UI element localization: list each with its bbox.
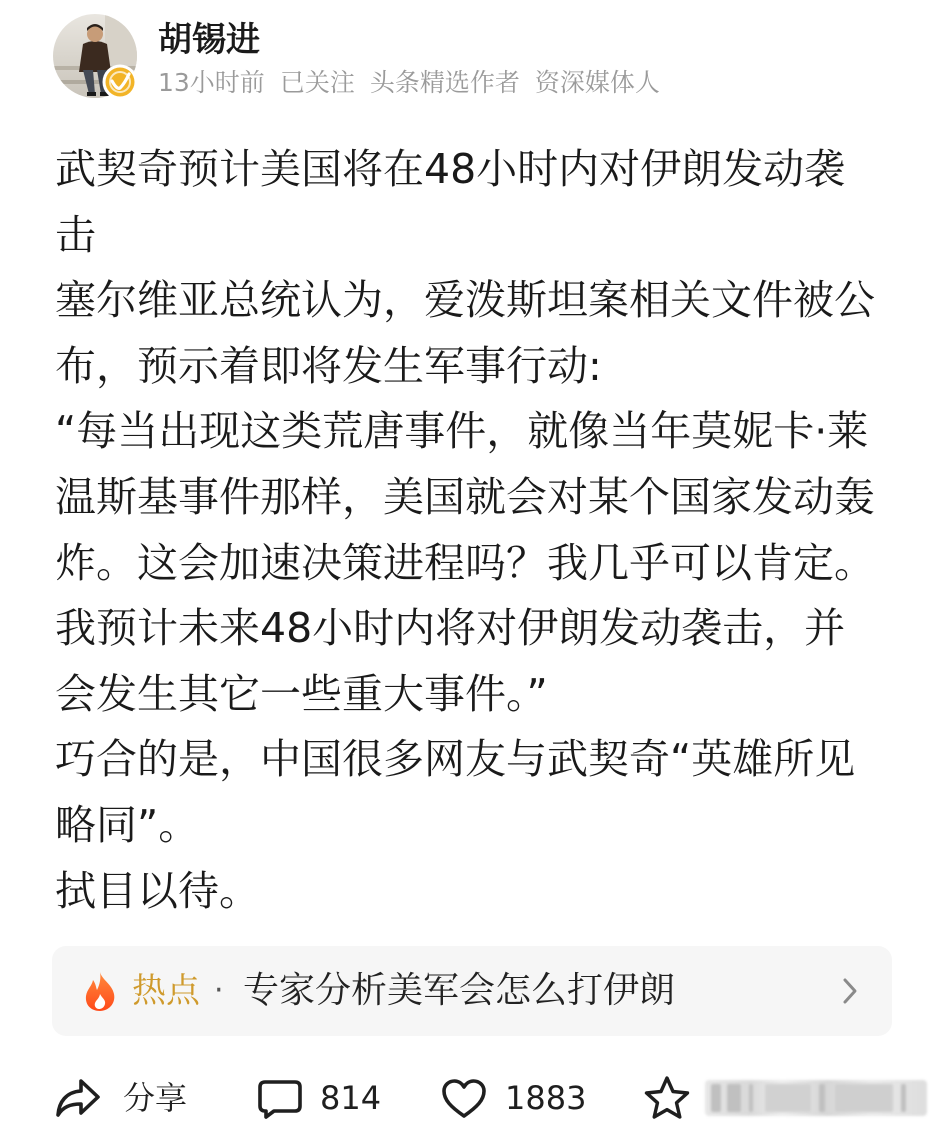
fire-icon: [82, 970, 118, 1012]
post-text-line: 温斯基事件那样，美国就会对某个国家发动轰: [55, 472, 875, 521]
hot-topic-card[interactable]: [52, 946, 892, 1036]
post-title-line: 击: [55, 210, 96, 259]
post-text-line: 略同”。: [55, 800, 200, 849]
post-text-line: “每当出现这类荒唐事件，就像当年莫妮卡·莱: [55, 407, 869, 456]
author-tag: 头条精选作者: [369, 68, 520, 97]
star-icon[interactable]: [643, 1075, 691, 1121]
hot-topic-title[interactable]: 专家分析美军会怎么打伊朗: [243, 970, 676, 1011]
post-text-line: 拭目以待。: [55, 866, 260, 915]
post-text-line: 炸。这会加速决策进程吗？我几乎可以肯定。: [55, 538, 875, 587]
post-meta: [158, 66, 660, 100]
comment-count[interactable]: 814: [320, 1079, 382, 1117]
post-time: 13小时前: [158, 68, 265, 97]
author-tag: 资深媒体人: [534, 68, 660, 97]
post-title-line: 武契奇预计美国将在48小时内对伊朗发动袭: [55, 145, 846, 193]
share-button[interactable]: 分享: [123, 1079, 188, 1117]
follow-status[interactable]: 已关注: [279, 68, 355, 97]
chevron-right-icon[interactable]: [840, 975, 860, 1007]
author-name[interactable]: 胡锡进: [158, 20, 260, 60]
post-text-line: 我预计未来48小时内将对伊朗发动袭击，并: [55, 604, 846, 653]
watermark-overlay: [705, 1080, 927, 1116]
hot-topic-label: 热点: [132, 971, 200, 1011]
verified-badge-icon: [101, 63, 139, 101]
heart-icon[interactable]: [441, 1078, 487, 1120]
hot-topic-separator: ·: [214, 973, 224, 1008]
post-text-line: 布，预示着即将发生军事行动:: [55, 341, 602, 390]
post-text-line: 会发生其它一些重大事件。”: [55, 669, 548, 718]
share-icon[interactable]: [55, 1076, 101, 1120]
post-content: [55, 137, 875, 924]
post-text-line: 塞尔维亚总统认为，爱泼斯坦案相关文件被公: [55, 276, 875, 325]
comment-icon[interactable]: [257, 1078, 303, 1120]
like-count[interactable]: 1883: [505, 1079, 587, 1117]
post-text-line: 巧合的是，中国很多网友与武契奇“英雄所见: [55, 735, 856, 784]
